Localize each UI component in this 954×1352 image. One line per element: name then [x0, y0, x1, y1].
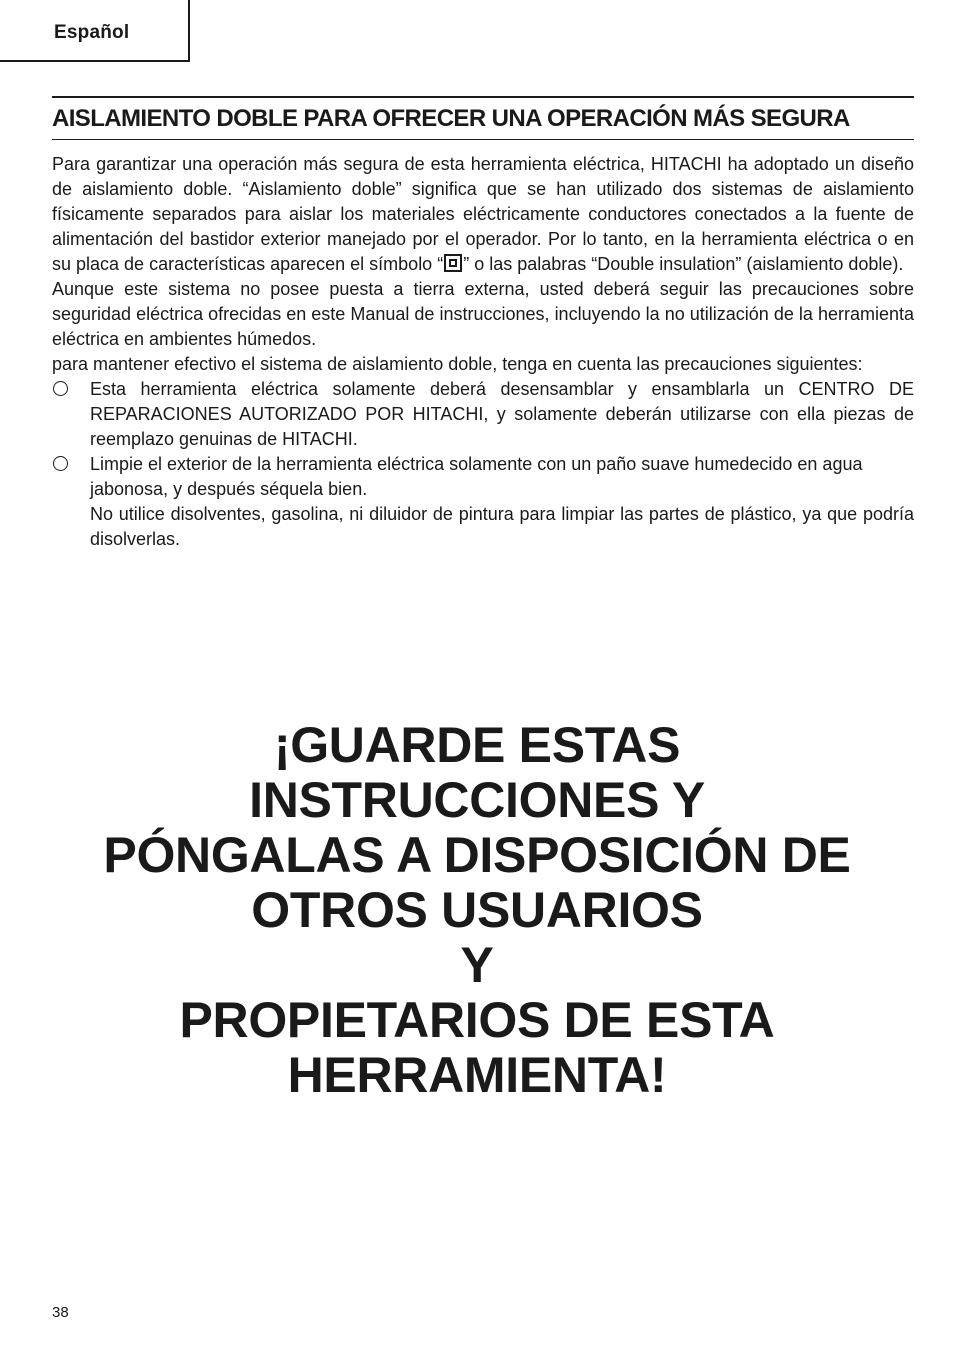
list-item	[52, 377, 914, 452]
headline-line: Y	[460, 937, 494, 993]
double-insulation-icon	[444, 254, 462, 272]
headline-line: INSTRUCCIONES Y	[249, 772, 705, 828]
bullet-1-text: Esta herramienta eléctrica solamente deberá desensamblar y ensamblarla un CENTRO DE REPARACIONES AUTORIZADO POR HITACHI, y solamente deberán utilizarse con ella piezas de reemplazo genuinas de HITACHI.	[90, 379, 914, 449]
headline-line: PÓNGALAS A DISPOSICIÓN DE	[103, 827, 851, 883]
section-top-rule	[52, 96, 914, 98]
section-title: AISLAMIENTO DOBLE PARA OFRECER UNA OPERACIÓN MÁS SEGURA	[52, 105, 850, 132]
headline-line: PROPIETARIOS DE ESTA	[179, 992, 775, 1048]
paragraph-2: Aunque este sistema no posee puesta a tierra externa, usted deberá seguir las precauciones sobre seguridad eléctrica ofrecidas en este Manual de instrucciones, incluyendo la no utilización de la herramienta eléctrica en ambientes húmedos.	[52, 279, 914, 349]
circle-bullet-icon	[53, 381, 68, 396]
paragraph-1	[52, 152, 914, 277]
page-number: 38	[52, 1304, 69, 1321]
save-instructions-headline	[0, 718, 954, 1103]
language-tab	[0, 0, 190, 62]
bullet-2-text-continued: No utilice disolventes, gasolina, ni diluidor de pintura para limpiar las partes de plástico, ya que podría disolverlas.	[90, 504, 914, 549]
paragraph-1-text-b: ” o las palabras “Double insulation” (aislamiento doble).	[463, 254, 904, 274]
section-body	[52, 152, 914, 552]
headline-line: OTROS USUARIOS	[251, 882, 703, 938]
headline-line: ¡GUARDE ESTAS	[273, 717, 681, 773]
list-item	[52, 452, 914, 552]
headline-line: HERRAMIENTA!	[287, 1047, 667, 1103]
double-insulation-section	[52, 96, 914, 552]
circle-bullet-icon	[53, 456, 68, 471]
paragraph-3: para mantener efectivo el sistema de aislamiento doble, tenga en cuenta las precauciones siguientes:	[52, 354, 863, 374]
paragraph-1-text-a: Para garantizar una operación más segura de esta herramienta eléctrica, HITACHI ha adoptado un diseño de aislamiento doble. “Aislamiento doble” significa que se han utilizado dos sistemas de aislamiento físicamente separados para aislar los materiales eléctricamente conductores conectados a la fuente de alimentación del bastidor exterior manejado por el operador. Por lo tanto, en la herramienta eléctrica o en su placa de características aparecen el símbolo “	[52, 154, 914, 274]
language-label: Español	[54, 22, 130, 43]
section-bottom-rule	[52, 139, 914, 140]
bullet-2-text: Limpie el exterior de la herramienta eléctrica solamente con un paño suave humedecido en agua jabonosa, y después séquela bien.	[90, 454, 863, 499]
